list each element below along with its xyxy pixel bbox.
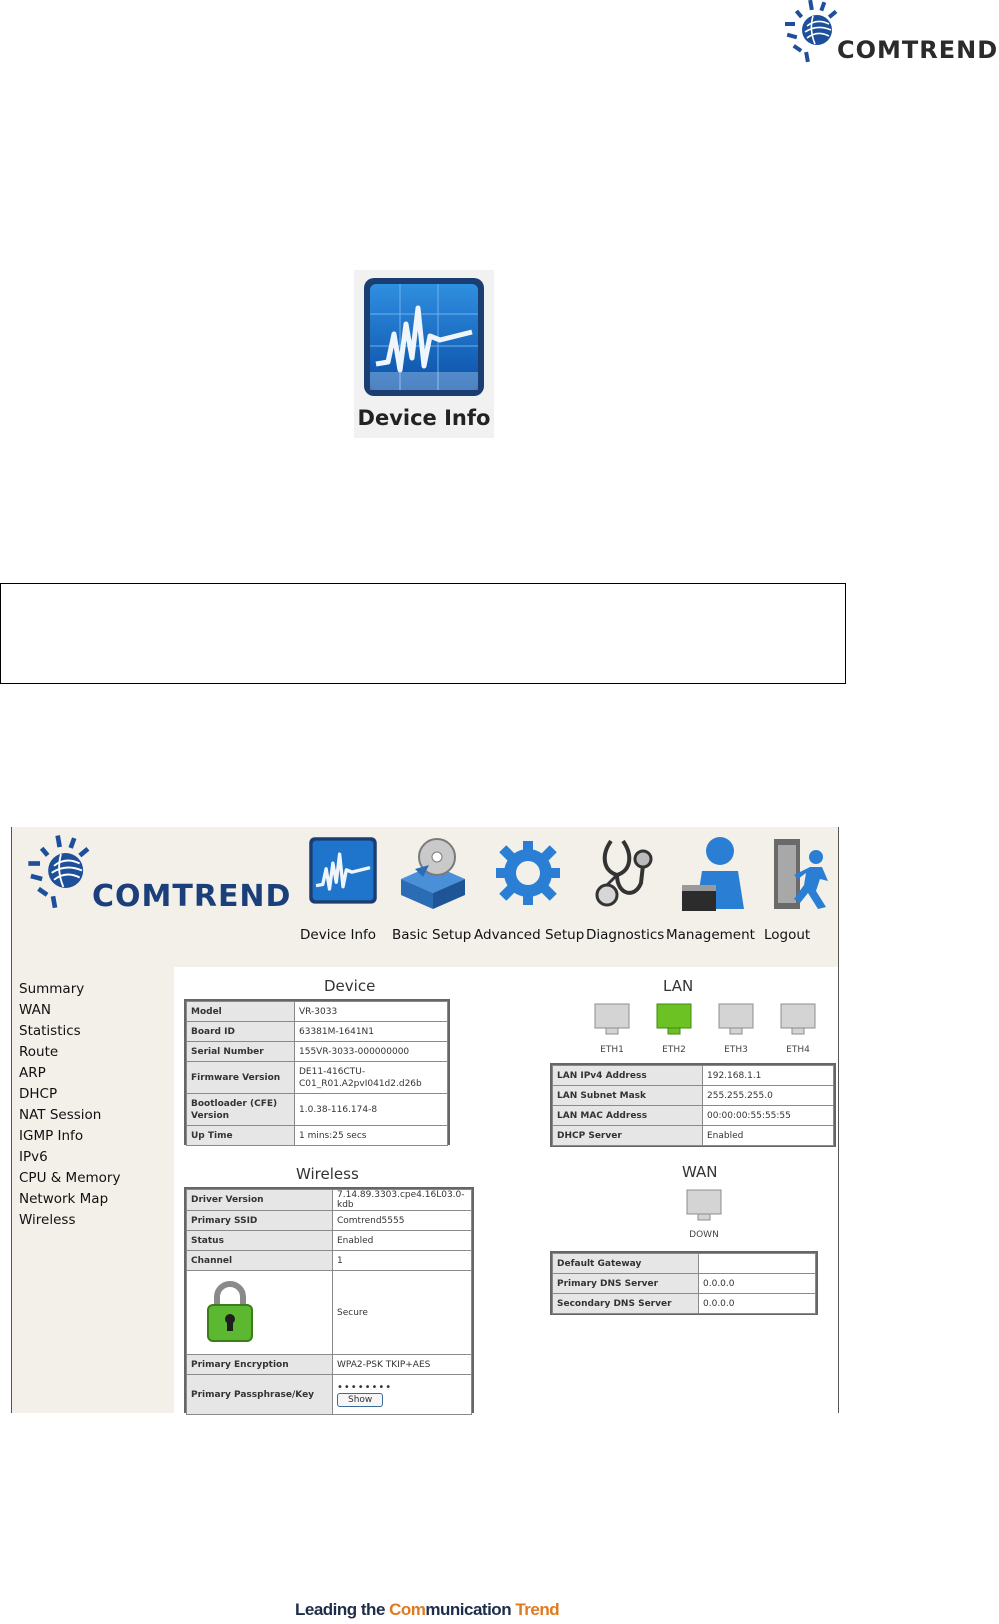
row-value: WPA2-PSK TKIP+AES bbox=[333, 1355, 472, 1375]
row-key: Default Gateway bbox=[553, 1254, 699, 1274]
table-row bbox=[187, 1062, 448, 1094]
table-row bbox=[553, 1126, 834, 1146]
table-row bbox=[553, 1254, 816, 1274]
row-key: Secondary DNS Server bbox=[553, 1294, 699, 1314]
security-state: Secure bbox=[333, 1271, 472, 1355]
router-ui-screenshot bbox=[11, 827, 839, 1413]
nav-logout[interactable] bbox=[764, 835, 834, 943]
nav-label: Basic Setup bbox=[392, 927, 472, 943]
brand-name: COMTREND bbox=[837, 36, 999, 64]
table-row bbox=[187, 1190, 472, 1211]
row-value: 155VR-3033-000000000 bbox=[295, 1042, 448, 1062]
row-key: Serial Number bbox=[187, 1042, 295, 1062]
sidebar-item-cpu-memory[interactable]: CPU & Memory bbox=[19, 1170, 121, 1186]
gear-icon bbox=[490, 835, 566, 911]
wireless-section-title: Wireless bbox=[296, 1165, 359, 1183]
row-key: Primary DNS Server bbox=[553, 1274, 699, 1294]
sidebar-item-dhcp[interactable]: DHCP bbox=[19, 1086, 58, 1102]
pulse-monitor-icon bbox=[305, 835, 381, 907]
nav-label: Diagnostics bbox=[586, 927, 665, 943]
lock-cell bbox=[187, 1271, 333, 1355]
row-value: 0.0.0.0 bbox=[699, 1274, 816, 1294]
table-row bbox=[553, 1066, 834, 1086]
row-value: Comtrend5555 bbox=[333, 1211, 472, 1231]
table-row bbox=[187, 1251, 472, 1271]
nav-diagnostics[interactable] bbox=[586, 835, 665, 943]
row-key: Bootloader (CFE) Version bbox=[187, 1094, 295, 1126]
table-row bbox=[187, 1002, 448, 1022]
ethernet-port-icon bbox=[686, 1189, 722, 1221]
wan-table bbox=[552, 1253, 816, 1314]
sidebar-item-wan[interactable]: WAN bbox=[19, 1002, 51, 1018]
row-value: Enabled bbox=[703, 1126, 834, 1146]
port-label: ETH1 bbox=[600, 1045, 624, 1055]
port-label: ETH2 bbox=[662, 1045, 686, 1055]
nav-management[interactable] bbox=[666, 835, 756, 943]
ethernet-port-active-icon bbox=[656, 1003, 692, 1035]
nav-device-info[interactable] bbox=[300, 835, 382, 943]
port-label: ETH3 bbox=[724, 1045, 748, 1055]
ethernet-port-icon bbox=[780, 1003, 816, 1035]
row-key: Channel bbox=[187, 1251, 333, 1271]
row-key: Primary Encryption bbox=[187, 1355, 333, 1375]
nav-label: Logout bbox=[764, 927, 811, 943]
wan-port-label: DOWN bbox=[689, 1230, 719, 1240]
stethoscope-icon bbox=[591, 835, 661, 911]
row-key: LAN Subnet Mask bbox=[553, 1086, 703, 1106]
row-key: Up Time bbox=[187, 1126, 295, 1146]
padlock-icon bbox=[205, 1279, 255, 1343]
lan-table bbox=[552, 1065, 834, 1146]
row-value bbox=[699, 1254, 816, 1274]
nav-advanced-setup[interactable] bbox=[474, 835, 585, 943]
sidebar-item-igmp-info[interactable]: IGMP Info bbox=[19, 1128, 84, 1144]
comtrend-globe-logo-icon bbox=[783, 0, 843, 66]
sidebar-item-ipv6[interactable]: IPv6 bbox=[19, 1149, 48, 1165]
row-value: VR-3033 bbox=[295, 1002, 448, 1022]
table-row bbox=[187, 1126, 448, 1146]
row-key: DHCP Server bbox=[553, 1126, 703, 1146]
sidebar-item-wireless[interactable]: Wireless bbox=[19, 1212, 76, 1228]
router-main bbox=[174, 967, 838, 1413]
port-label: ETH4 bbox=[786, 1045, 810, 1055]
row-value: 1 mins:25 secs bbox=[295, 1126, 448, 1146]
row-value: 00:00:00:55:55:55 bbox=[703, 1106, 834, 1126]
row-value: DE11-416CTU-C01_R01.A2pvI041d2.d26b bbox=[295, 1062, 448, 1094]
row-value: 1 bbox=[333, 1251, 472, 1271]
router-sidebar bbox=[12, 967, 172, 1413]
table-row bbox=[553, 1106, 834, 1126]
row-value: 7.14.89.3303.cpe4.16L03.0-kdb bbox=[333, 1190, 472, 1211]
table-row bbox=[187, 1094, 448, 1126]
wireless-table bbox=[186, 1189, 472, 1415]
router-header bbox=[12, 827, 838, 967]
show-passphrase-button[interactable]: Show bbox=[337, 1393, 383, 1407]
passphrase-value: •••••••• bbox=[337, 1382, 393, 1393]
row-value: 1.0.38-116.174-8 bbox=[295, 1094, 448, 1126]
table-row bbox=[187, 1355, 472, 1375]
table-row bbox=[187, 1042, 448, 1062]
device-section-title: Device bbox=[324, 977, 376, 995]
row-key: Status bbox=[187, 1231, 333, 1251]
brand-logo bbox=[783, 0, 999, 68]
lan-section-title: LAN bbox=[663, 977, 694, 995]
row-key: Firmware Version bbox=[187, 1062, 295, 1094]
device-info-tile bbox=[354, 270, 494, 438]
table-row bbox=[187, 1022, 448, 1042]
row-key: Driver Version bbox=[187, 1190, 333, 1211]
tagline-part: Leading the bbox=[295, 1600, 390, 1619]
table-row bbox=[553, 1274, 816, 1294]
router-brand-name: COMTREND bbox=[92, 879, 292, 914]
sidebar-item-nat-session[interactable]: NAT Session bbox=[19, 1107, 102, 1123]
sidebar-item-network-map[interactable]: Network Map bbox=[19, 1191, 109, 1207]
exit-door-icon bbox=[770, 835, 834, 911]
table-row bbox=[553, 1294, 816, 1314]
sidebar-item-statistics[interactable]: Statistics bbox=[19, 1023, 81, 1039]
tagline-part: munication bbox=[425, 1600, 516, 1619]
row-key: Primary Passphrase/Key bbox=[187, 1375, 333, 1415]
table-row bbox=[187, 1231, 472, 1251]
table-row bbox=[187, 1375, 472, 1415]
wan-section-title: WAN bbox=[682, 1163, 718, 1181]
nav-label: Device Info bbox=[300, 927, 377, 943]
device-info-label: Device Info bbox=[357, 406, 491, 430]
user-computer-icon bbox=[678, 835, 754, 911]
nav-label: Advanced Setup bbox=[474, 927, 585, 943]
sidebar-item-summary[interactable]: Summary bbox=[19, 981, 85, 997]
ethernet-port-icon bbox=[594, 1003, 630, 1035]
row-key: LAN IPv4 Address bbox=[553, 1066, 703, 1086]
table-row bbox=[187, 1211, 472, 1231]
table-row bbox=[553, 1086, 834, 1106]
device-table bbox=[186, 1001, 448, 1146]
row-value: 255.255.255.0 bbox=[703, 1086, 834, 1106]
tagline-part: Com bbox=[389, 1600, 426, 1619]
note-box bbox=[0, 583, 846, 684]
ethernet-port-icon bbox=[718, 1003, 754, 1035]
row-key: LAN MAC Address bbox=[553, 1106, 703, 1126]
row-key: Model bbox=[187, 1002, 295, 1022]
table-row bbox=[187, 1271, 472, 1355]
row-key: Board ID bbox=[187, 1022, 295, 1042]
row-key: Primary SSID bbox=[187, 1211, 333, 1231]
nav-label: Management bbox=[666, 927, 755, 943]
pulse-monitor-icon bbox=[360, 274, 488, 402]
row-value: 0.0.0.0 bbox=[699, 1294, 816, 1314]
tagline-part: Trend bbox=[515, 1600, 560, 1619]
footer-tagline bbox=[295, 1600, 595, 1622]
sidebar-item-route[interactable]: Route bbox=[19, 1044, 59, 1060]
row-value: 192.168.1.1 bbox=[703, 1066, 834, 1086]
passphrase-cell bbox=[333, 1375, 472, 1415]
row-value: 63381M-1641N1 bbox=[295, 1022, 448, 1042]
nav-basic-setup[interactable] bbox=[392, 835, 472, 943]
sidebar-item-arp[interactable]: ARP bbox=[19, 1065, 46, 1081]
disc-box-icon bbox=[395, 835, 471, 911]
row-value: Enabled bbox=[333, 1231, 472, 1251]
comtrend-globe-logo-icon bbox=[26, 831, 96, 917]
